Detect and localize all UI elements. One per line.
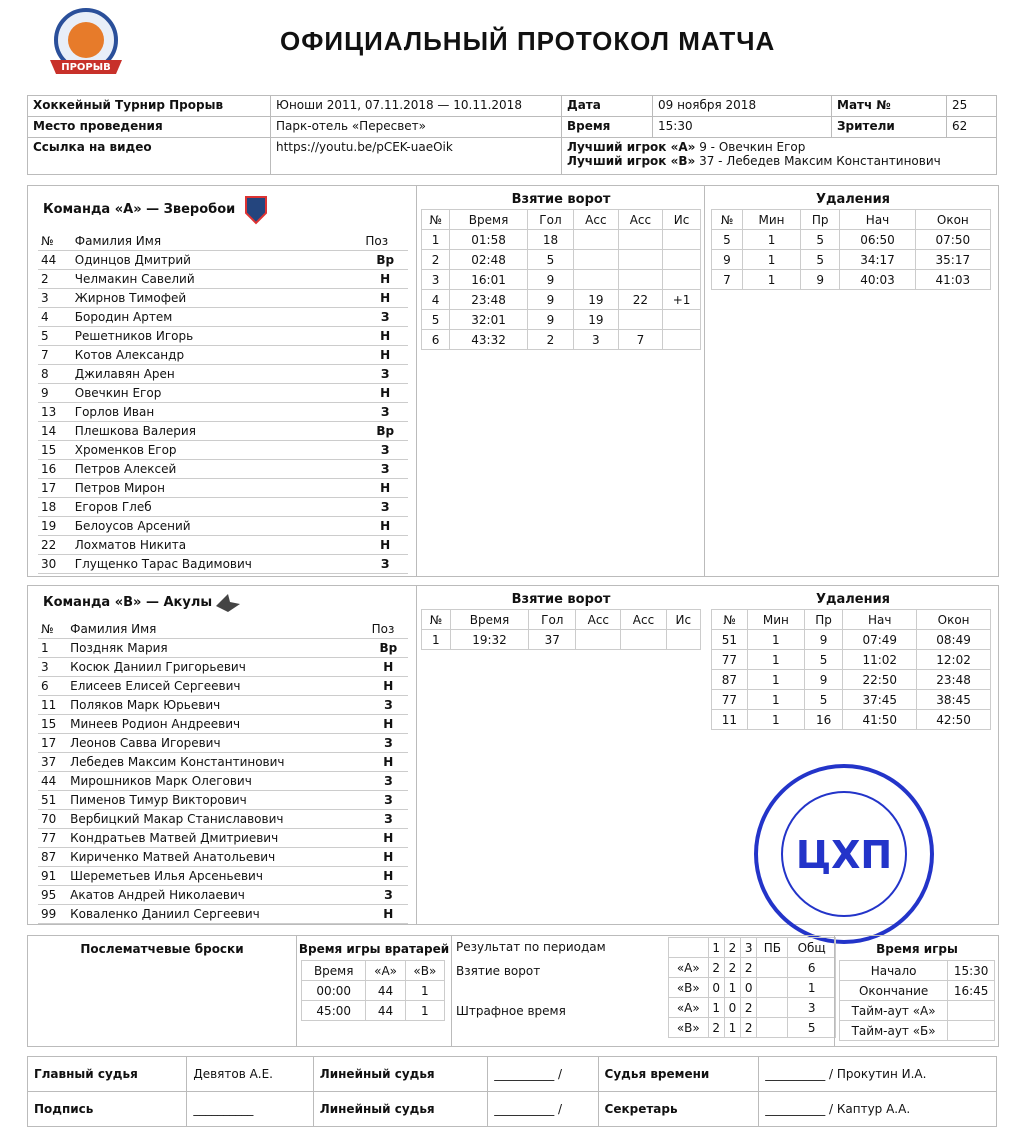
col-header: Окон [915,210,990,230]
col-header: Время [450,210,528,230]
goal-row: 1 19:32 37 [422,630,701,650]
tournament-logo [44,8,128,80]
logo-text: ПРОРЫВ [61,62,111,73]
col-header: Гол [527,210,573,230]
official-stamp [752,762,936,946]
col-header: № [422,210,450,230]
roster-row: 44 Одинцов Дмитрий Вр [38,251,408,270]
col-header: Фамилия Имя [67,620,369,639]
roster-row: 15 Хроменков Егор З [38,441,408,460]
penalty-row: 7 1 9 40:03 41:03 [712,270,991,290]
goal-row: 6 43:32 2 3 7 [422,330,701,350]
roster-row: 8 Джилавян Арен З [38,365,408,384]
roster-row: 9 Овечкин Егор Н [38,384,408,403]
col-header: Поз [362,232,408,251]
roster-row: 4 Бородин Артем З [38,308,408,327]
zveroboi-shield-icon [244,195,268,225]
gk-row: 45:00 44 1 [302,1001,445,1021]
roster-row: 17 Леонов Савва Игоревич З [38,734,408,753]
roster-row: 99 Коваленко Даниил Сергеевич Н [38,905,408,924]
team-b-name: Команда «В» — Акулы [43,595,213,610]
svg-text:ЦХП: ЦХП [795,833,893,877]
col-header: Ис [666,610,700,630]
col-header: № [712,210,743,230]
roster-row: 6 Елисеев Елисей Сергеевич Н [38,677,408,696]
roster-row: 19 Белоусов Арсений Н [38,517,408,536]
period-row: «В» 0 1 0 1 [669,978,836,998]
team-b-section: Команда «В» — Акулы № Фамилия Имя Поз 1 Поздняк Мария Вр 3 Косюк Даниил Григорьевич Н 6 Елисеев Елисей Сергеевич Н 11 Поляков Марк Юрьевич З 15 Минеев Родион Андреевич Н 17 Леонов Савва Игоревич З 37 Лебедев Максим Константинович Н 44 Мирошников Марк Олегович З 51 Пименов Тимур Викторович З 70 Вербицкий Макар Станиславович З 77 Кондратьев Матвей Дмитриевич Н 87 Кириченко Матвей Анатольевич Н 91 Шереметьев Илья Арсеньевич Н 95 Акатов Андрей Николаевич З 99 Коваленко Даниил Сергеевич Н Взятие ворот № Время Гол Асс Асс Ис 1 19:32 37 Удаления № Мин Пр Нач Окон 51 1 9 07:49 08:49 77 1 5 11:02 12:02 87 1 9 22:50 23:48 77 1 5 37:45 38:45 11 1 16 41:50 42:50 [27,585,999,925]
time-row: Тайм-аут «Б» [840,1021,995,1041]
roster-row: 3 Косюк Даниил Григорьевич Н [38,658,408,677]
roster-row: 5 Решетников Игорь Н [38,327,408,346]
col-header: № [38,232,72,251]
col-header: № [712,610,748,630]
penalty-row: 87 1 9 22:50 23:48 [712,670,991,690]
shark-icon [214,590,242,616]
col-header: Асс [618,210,663,230]
time-row: Начало 15:30 [840,961,995,981]
col-header: Поз [369,620,408,639]
officials: Главный судья Девятов А.Е. Линейный судья __________ / Судья времени __________ / Прокутин И.А. Подпись __________ Линейный судья __________ / Секретарь __________ / Каптур А.А. [27,1056,997,1127]
roster-row: 37 Лебедев Максим Константинович Н [38,753,408,772]
gk-row: 00:00 44 1 [302,981,445,1001]
col-header: Пр [801,210,840,230]
roster-row: 18 Егоров Глеб З [38,498,408,517]
col-header: № [422,610,451,630]
col-header: Ис [663,210,701,230]
match-header: Хоккейный Турнир Прорыв Юноши 2011, 07.11.2018 — 10.11.2018 Дата 09 ноября 2018 Матч № 25 Место проведения Парк-отель «Пересвет» Время 15:30 Зрители 62 Ссылка на видео https://youtu.be/pCEK-uaeOik Лучший игрок «А» 9 - Овечкин Егор Лучший игрок «В» 37 - Лебедев Максим Константинович [27,95,997,175]
roster-row: 11 Поляков Марк Юрьевич З [38,696,408,715]
summary-section: Послематчевые броски Время игры вратарей Время «А» «В» 00:00 44 1 45:00 44 1 Результат по периодам 1 2 3 ПБ Общ «А» 2 2 2 6 «В» 0 1 0 1 «А» 1 0 2 3 «В» 2 1 2 5 Взятие ворот Штрафное время Время игры Начало 15:30 Окончание 16:45 Тайм-аут «А» Тайм-аут «Б» [27,935,999,1047]
penalty-row: 77 1 5 11:02 12:02 [712,650,991,670]
roster-row: 2 Челмакин Савелий Н [38,270,408,289]
roster-row: 51 Пименов Тимур Викторович З [38,791,408,810]
col-header: Время [302,961,366,981]
goal-row: 3 16:01 9 [422,270,701,290]
roster-row: 22 Лохматов Никита Н [38,536,408,555]
roster-row: 14 Плешкова Валерия Вр [38,422,408,441]
col-header: Мин [747,610,804,630]
col-header: Нач [840,210,915,230]
col-header: Общ [788,938,836,958]
col-header: Фамилия Имя [72,232,363,251]
roster-row: 3 Жирнов Тимофей Н [38,289,408,308]
roster-row: 91 Шереметьев Илья Арсеньевич Н [38,867,408,886]
penalty-row: 5 1 5 06:50 07:50 [712,230,991,250]
goal-row: 4 23:48 9 19 22 +1 [422,290,701,310]
penalty-row: 11 1 16 41:50 42:50 [712,710,991,730]
col-header: Мин [743,210,801,230]
video-link[interactable]: https://youtu.be/pCEK-uaeOik [271,138,562,175]
col-header: Окон [917,610,991,630]
roster-row: 7 Котов Александр Н [38,346,408,365]
roster-row: 30 Глущенко Тарас Вадимович З [38,555,408,574]
roster-row: 44 Мирошников Марк Олегович З [38,772,408,791]
col-header: Время [450,610,529,630]
roster-row: 77 Кондратьев Матвей Дмитриевич Н [38,829,408,848]
roster-row: 13 Горлов Иван З [38,403,408,422]
col-header: Асс [621,610,666,630]
penalty-row: 51 1 9 07:49 08:49 [712,630,991,650]
penalty-row: 77 1 5 37:45 38:45 [712,690,991,710]
col-header: Асс [576,610,621,630]
col-header: 1 [708,938,724,958]
col-header: Гол [529,610,576,630]
goal-row: 1 01:58 18 [422,230,701,250]
period-row: «А» 1 0 2 3 [669,998,836,1018]
time-row: Окончание 16:45 [840,981,995,1001]
team-a-name: Команда «А» — Зверобои [43,202,236,217]
period-row: «А» 2 2 2 6 [669,958,836,978]
roster-row: 17 Петров Мирон Н [38,479,408,498]
team-a-section: Команда «А» — Зверобои № Фамилия Имя Поз 44 Одинцов Дмитрий Вр 2 Челмакин Савелий Н 3 Жирнов Тимофей Н 4 Бородин Артем З 5 Решетников Игорь Н 7 Котов Александр Н 8 Джилавян Арен З 9 Овечкин Егор Н 13 Горлов Иван З 14 Плешкова Валерия Вр 15 Хроменков Егор З 16 Петров Алексей З 17 Петров Мирон Н 18 Егоров Глеб З 19 Белоусов Арсений Н 22 Лохматов Никита Н 30 Глущенко Тарас Вадимович З Взятие ворот № Время Гол Асс Асс Ис 1 01:58 18 2 02:48 5 3 16:01 9 4 23:48 9 19 22 +1 5 32:01 9 19 6 43:32 2 3 7 Удаления № Мин Пр Нач Окон 5 1 5 06:50 07:50 9 1 5 34:17 35:17 7 1 9 40:03 41:03 [27,185,999,577]
roster-row: 95 Акатов Андрей Николаевич З [38,886,408,905]
goal-row: 2 02:48 5 [422,250,701,270]
goal-row: 5 32:01 9 19 [422,310,701,330]
penalty-row: 9 1 5 34:17 35:17 [712,250,991,270]
col-header: 3 [741,938,757,958]
col-header: № [38,620,67,639]
col-header: Пр [804,610,843,630]
roster-row: 70 Вербицкий Макар Станиславович З [38,810,408,829]
roster-row: 16 Петров Алексей З [38,460,408,479]
roster-row: 1 Поздняк Мария Вр [38,639,408,658]
col-header: ПБ [757,938,788,958]
roster-row: 15 Минеев Родион Андреевич Н [38,715,408,734]
page-title: ОФИЦИАЛЬНЫЙ ПРОТОКОЛ МАТЧА [280,26,776,56]
col-header: «В» [405,961,444,981]
col-header: Нач [843,610,917,630]
roster-row: 87 Кириченко Матвей Анатольевич Н [38,848,408,867]
col-header: 2 [724,938,740,958]
col-header: «А» [366,961,405,981]
period-row: «В» 2 1 2 5 [669,1018,836,1038]
col-header: Асс [574,210,619,230]
col-header [669,938,709,958]
time-row: Тайм-аут «А» [840,1001,995,1021]
